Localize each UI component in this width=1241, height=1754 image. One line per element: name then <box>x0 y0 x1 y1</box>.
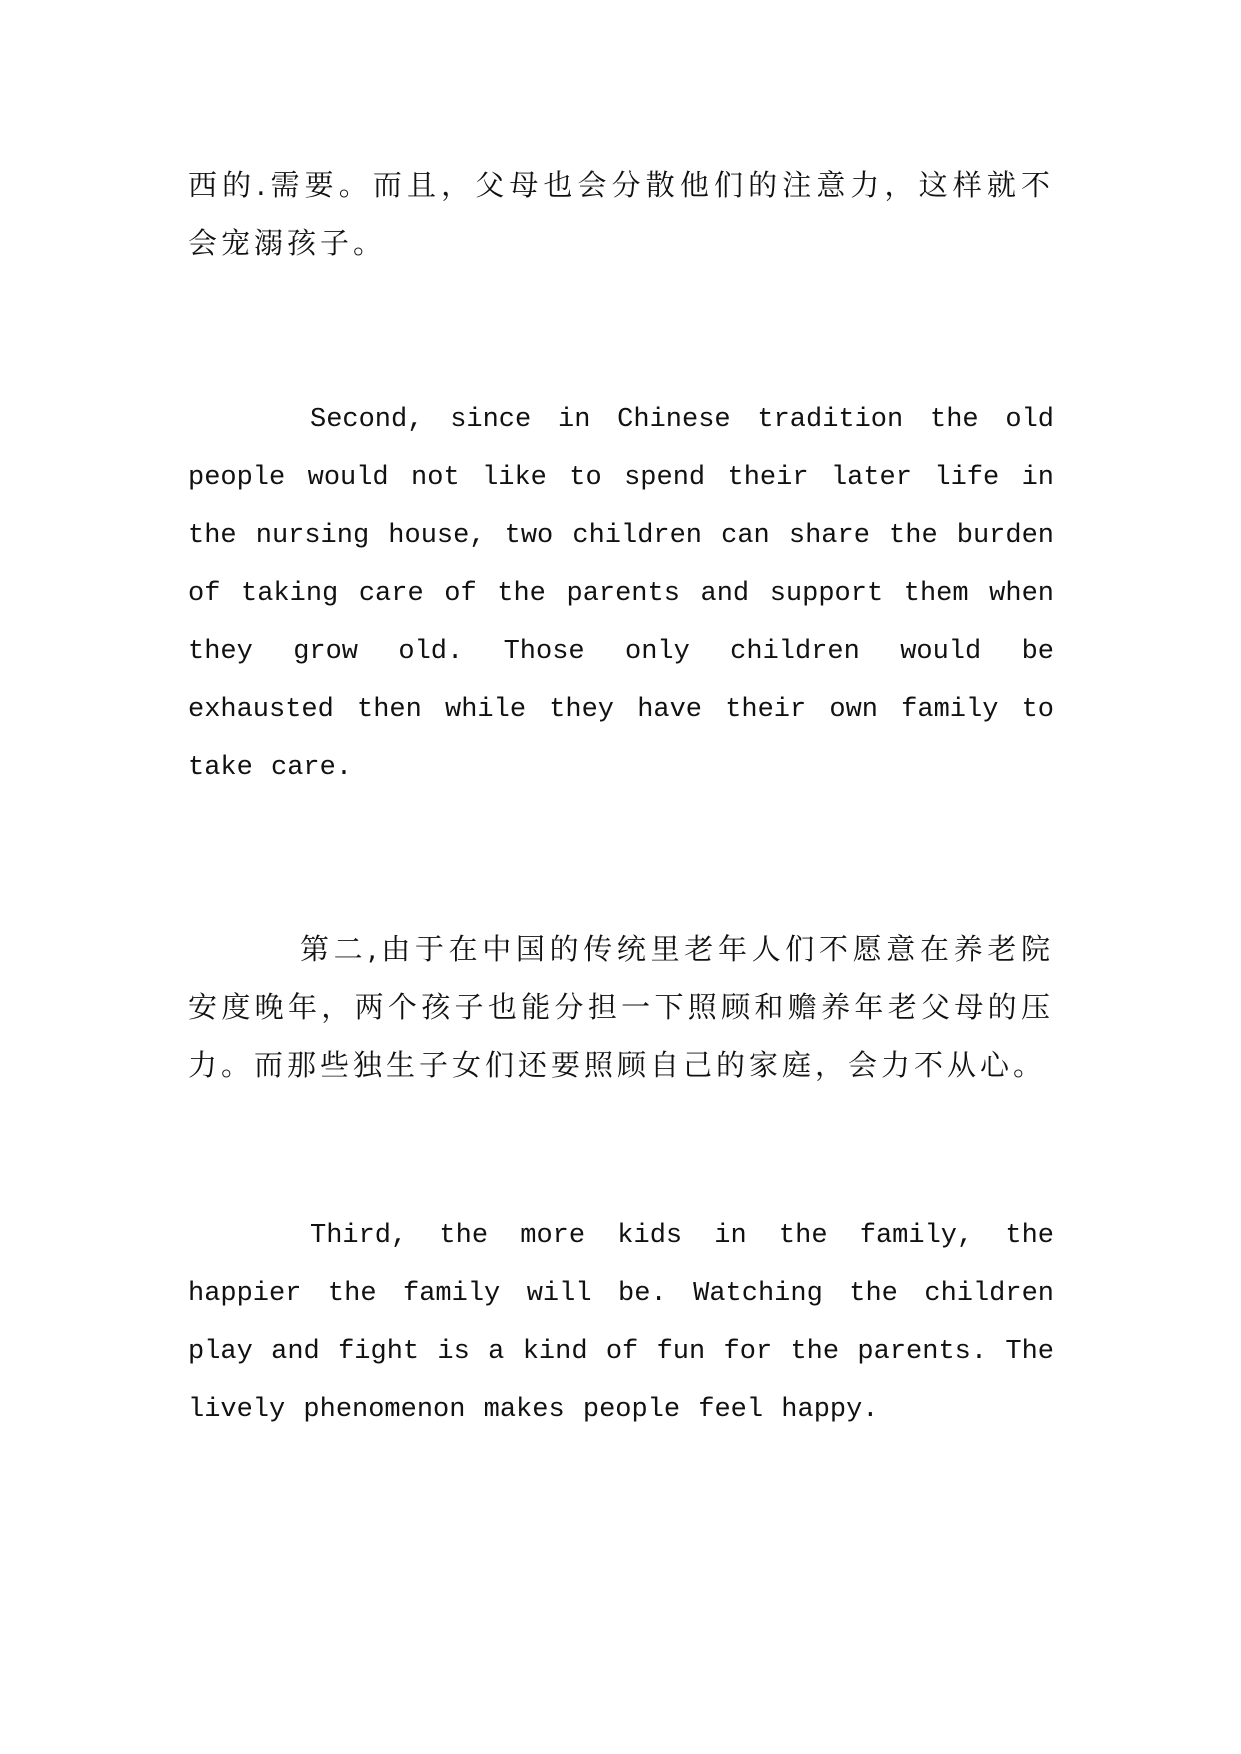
paragraph-chinese-second: 第二,由于在中国的传统里老年人们不愿意在养老院安度晚年，两个孩子也能分担一下照顾和赡养年老父母的压力。而那些独生子女们还要照顾自己的家庭，会力不从心。 <box>188 932 1054 1082</box>
paragraph-chinese-attention: 西的.需要。而且，父母也会分散他们的注意力，这样就不会宠溺孩子。 <box>188 168 1054 260</box>
paragraph-english-second: Second, since in Chinese tradition the old people would not like to spend their later life in the nursing house, two children can share the burden of taking care of the parents and support them when they grow old. Those only children would be exhausted then while they have their own family to take care. <box>188 405 1054 783</box>
paragraph-english-third: Third, the more kids in the family, the happier the family will be. Watching the children play and fight is a kind of fun for the parents. The lively phenomenon makes people feel happy. <box>188 1221 1054 1425</box>
